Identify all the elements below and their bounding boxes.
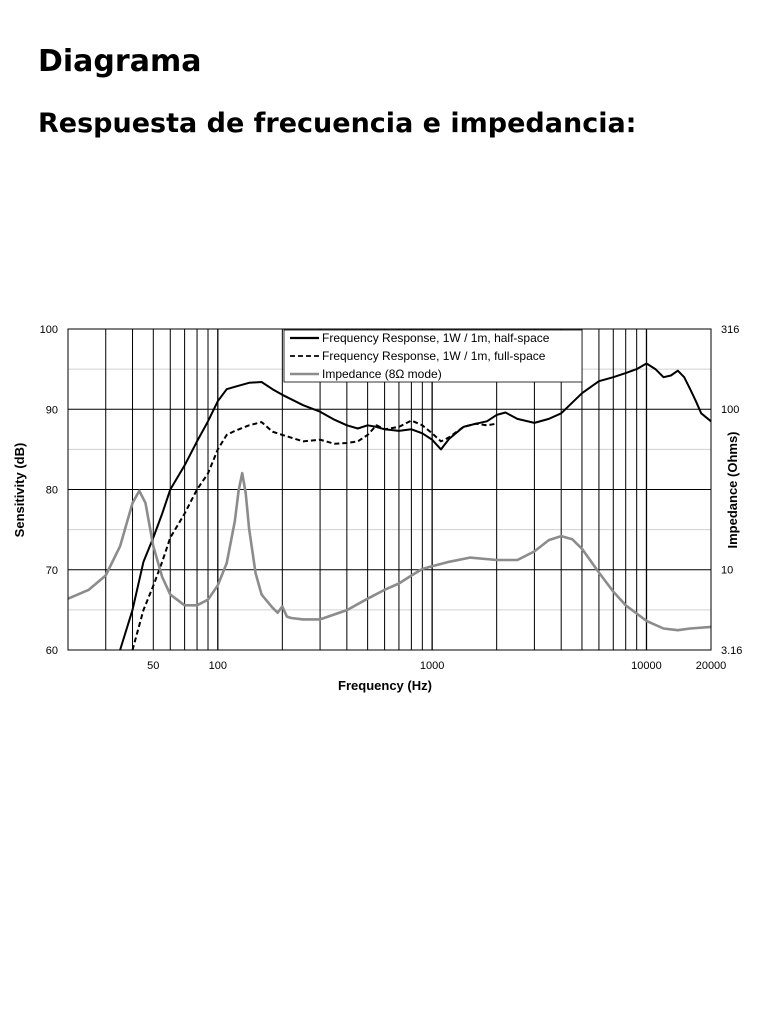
legend-label-full-space: Frequency Response, 1W / 1m, full-space [322, 349, 546, 363]
x-tick-label: 100 [208, 660, 227, 672]
y2-tick-label: 316 [721, 324, 740, 336]
y2-tick-label: 3.16 [721, 645, 743, 657]
y-tick-label: 100 [39, 324, 58, 336]
plot-lines [68, 364, 711, 651]
series-line-half-space [120, 364, 711, 651]
y2-tick-label: 100 [721, 404, 740, 417]
legend-label-impedance: Impedance (8Ω mode) [322, 367, 442, 381]
y-tick-label: 60 [45, 645, 58, 657]
section-title: Respuesta de frecuencia e impedancia: [38, 108, 637, 139]
y-axis-title: Sensitivity (dB) [12, 442, 27, 538]
x-tick-label: 10000 [631, 660, 662, 672]
x-tick-label: 20000 [695, 660, 727, 672]
page-title: Diagrama [38, 44, 202, 79]
legend-label-half-space: Frequency Response, 1W / 1m, half-space [322, 331, 550, 345]
series-line-full-space [133, 421, 497, 651]
y-tick-label: 90 [45, 404, 58, 417]
x-axis-title: Frequency (Hz) [338, 678, 432, 693]
y2-axis-title: Impedance (Ohms) [725, 431, 740, 549]
series-line-impedance [68, 473, 711, 630]
y-tick-label: 70 [45, 564, 58, 577]
x-tick-label: 1000 [419, 660, 445, 672]
legend [284, 330, 582, 382]
x-tick-label: 50 [147, 660, 160, 672]
y2-tick-label: 10 [721, 564, 734, 577]
y-tick-label: 80 [45, 484, 58, 497]
